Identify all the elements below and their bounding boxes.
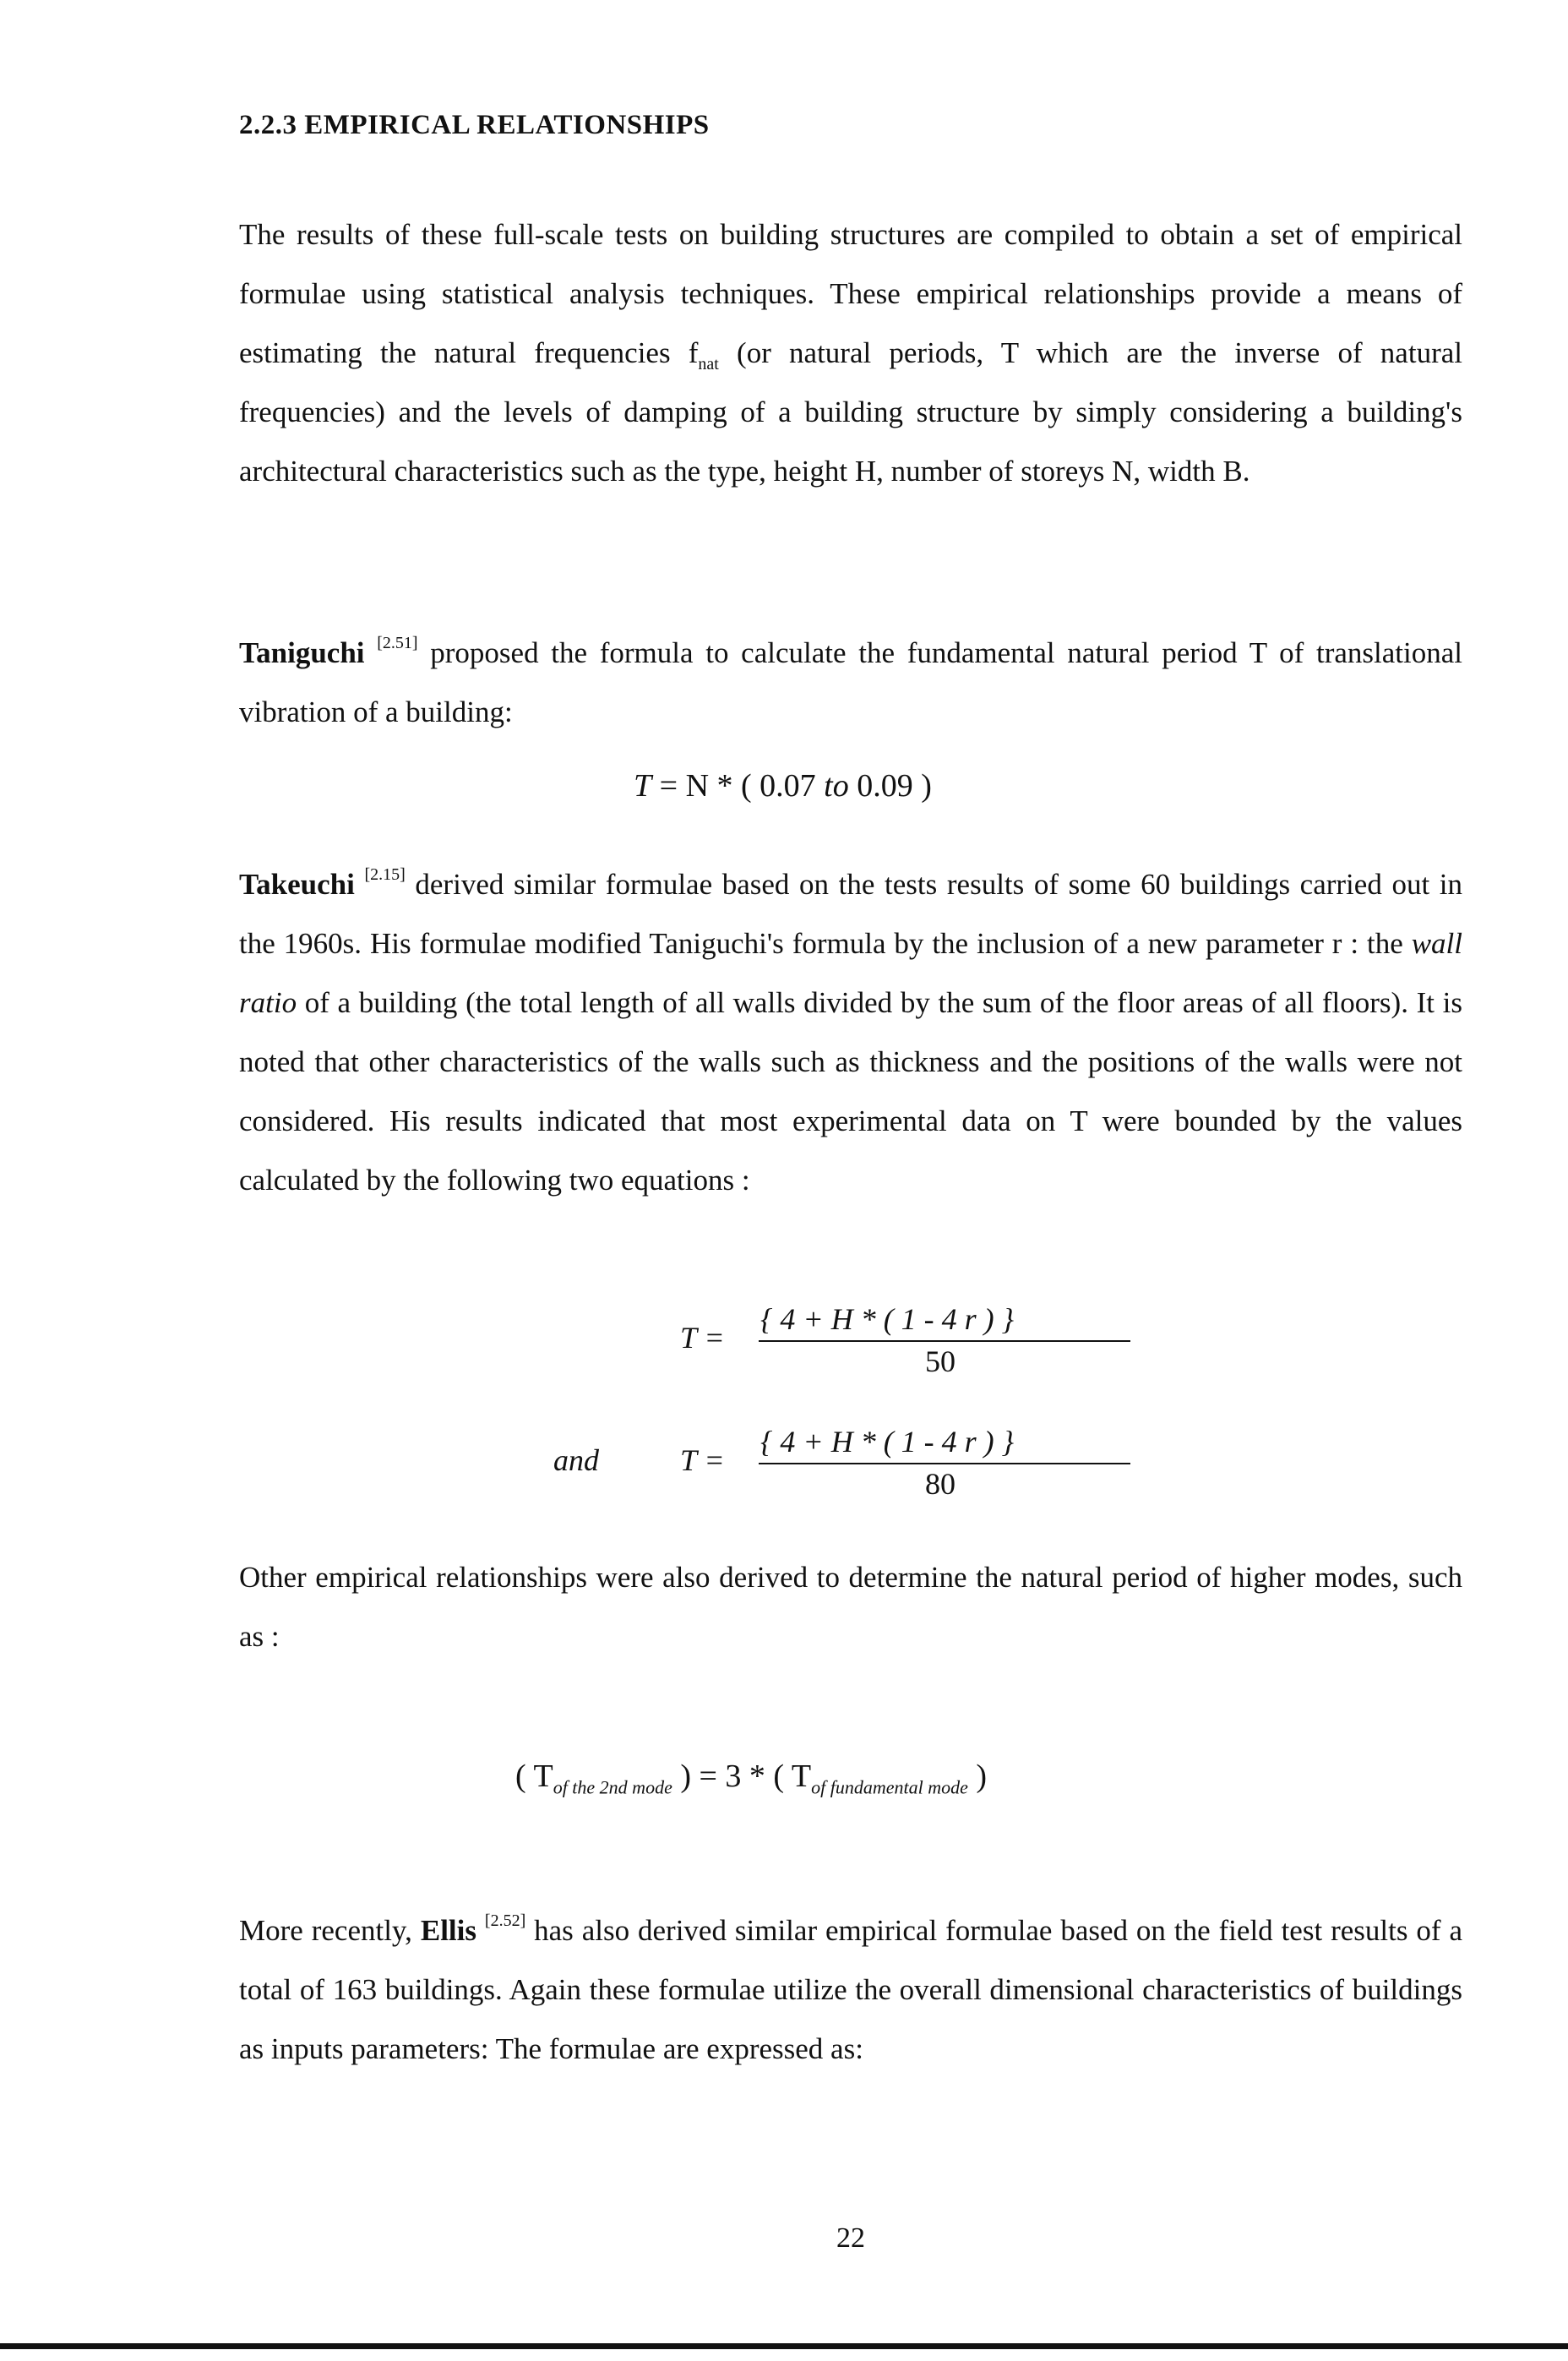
equation-word: to [824,768,849,804]
subscript: of fundamental mode [811,1776,968,1798]
equation-text: 0.09 ) [848,768,932,804]
fraction-numerator: { 4 + H * ( 1 - 4 r ) } [760,1302,1015,1336]
paragraph-taniguchi [239,624,1462,742]
paragraph-text: More recently, [239,1914,421,1947]
fraction-bar [759,1340,1130,1342]
equation-higher-modes [515,1758,988,1798]
equation-word: and [553,1443,599,1477]
equation-text: = N * ( 0.07 [651,768,825,804]
paragraph-intro [239,205,1462,501]
author-name: Takeuchi [239,868,355,901]
fraction-denominator: 80 [925,1467,956,1501]
paragraph-text: (or natural periods, T which are the inverse of natural frequencies) and the levels of damping of a building structure by simply considering a building's architectural characteristics such as the type, height H, number of storeys N, width B. [239,336,1462,488]
fraction-denominator: 50 [925,1344,956,1378]
paragraph-text: proposed the formula to calculate the fundamental natural period T of translational vibration of a building: [239,636,1463,728]
reference-marker: [2.52] [484,1911,526,1931]
equation-taniguchi [634,767,932,804]
paragraph-text: Other empirical relationships were also derived to determine the natural period of higher modes, such as : [239,1561,1462,1653]
subscript: nat [698,355,719,374]
fraction-bar [759,1463,1130,1464]
paragraph-higher-modes [239,1548,1462,1666]
author-name: Ellis [420,1914,476,1947]
paragraph-text: The results of these full-scale tests on building structures are compiled to obtain a set of empirical formulae using statistical analysis techniques. These empirical relationships provide a means of estimating the natural frequencies f [239,218,1462,369]
italic-term: wall ratio [239,927,1462,1019]
paragraph-text: has also derived similar empirical formulae based on the field test results of a total of 163 buildings. Again these formulae utilize the overall dimensional characteristics of buildings as inputs parameters: The formulae are expressed as: [239,1914,1463,2065]
paragraph-text: derived similar formulae based on the tests results of some 60 buildings carried out in the 1960s. His formulae modified Taniguchi's formula by the inclusion of a new parameter r : the [239,868,1463,960]
equation-text: ) = 3 * ( T [672,1758,812,1794]
fraction-numerator: { 4 + H * ( 1 - 4 r ) } [760,1425,1015,1459]
paragraph-takeuchi [239,855,1462,1210]
reference-marker: [2.15] [364,865,406,885]
equation-symbol: T = [680,1443,725,1477]
equation-text: ) [967,1758,988,1794]
paragraph-text: of a building (the total length of all walls divided by the sum of the floor areas of all floors). It is noted that other characteristics of the walls such as thickness and the positions of the walls were not considered. His results indicated that most experimental data on T were bounded by the values calculated by the following two equations : [239,986,1462,1197]
reference-marker: [2.51] [377,634,418,653]
author-name: Taniguchi [239,636,365,669]
equation-text: ( T [515,1758,553,1794]
equation-symbol: T [634,768,652,804]
page-number: 22 [836,2222,865,2254]
section-heading: 2.2.3 EMPIRICAL RELATIONSHIPS [239,110,710,140]
bottom-rule [0,2343,1568,2349]
equation-symbol: T = [680,1321,725,1355]
paragraph-ellis [239,1901,1462,2079]
subscript: of the 2nd mode [553,1776,672,1798]
